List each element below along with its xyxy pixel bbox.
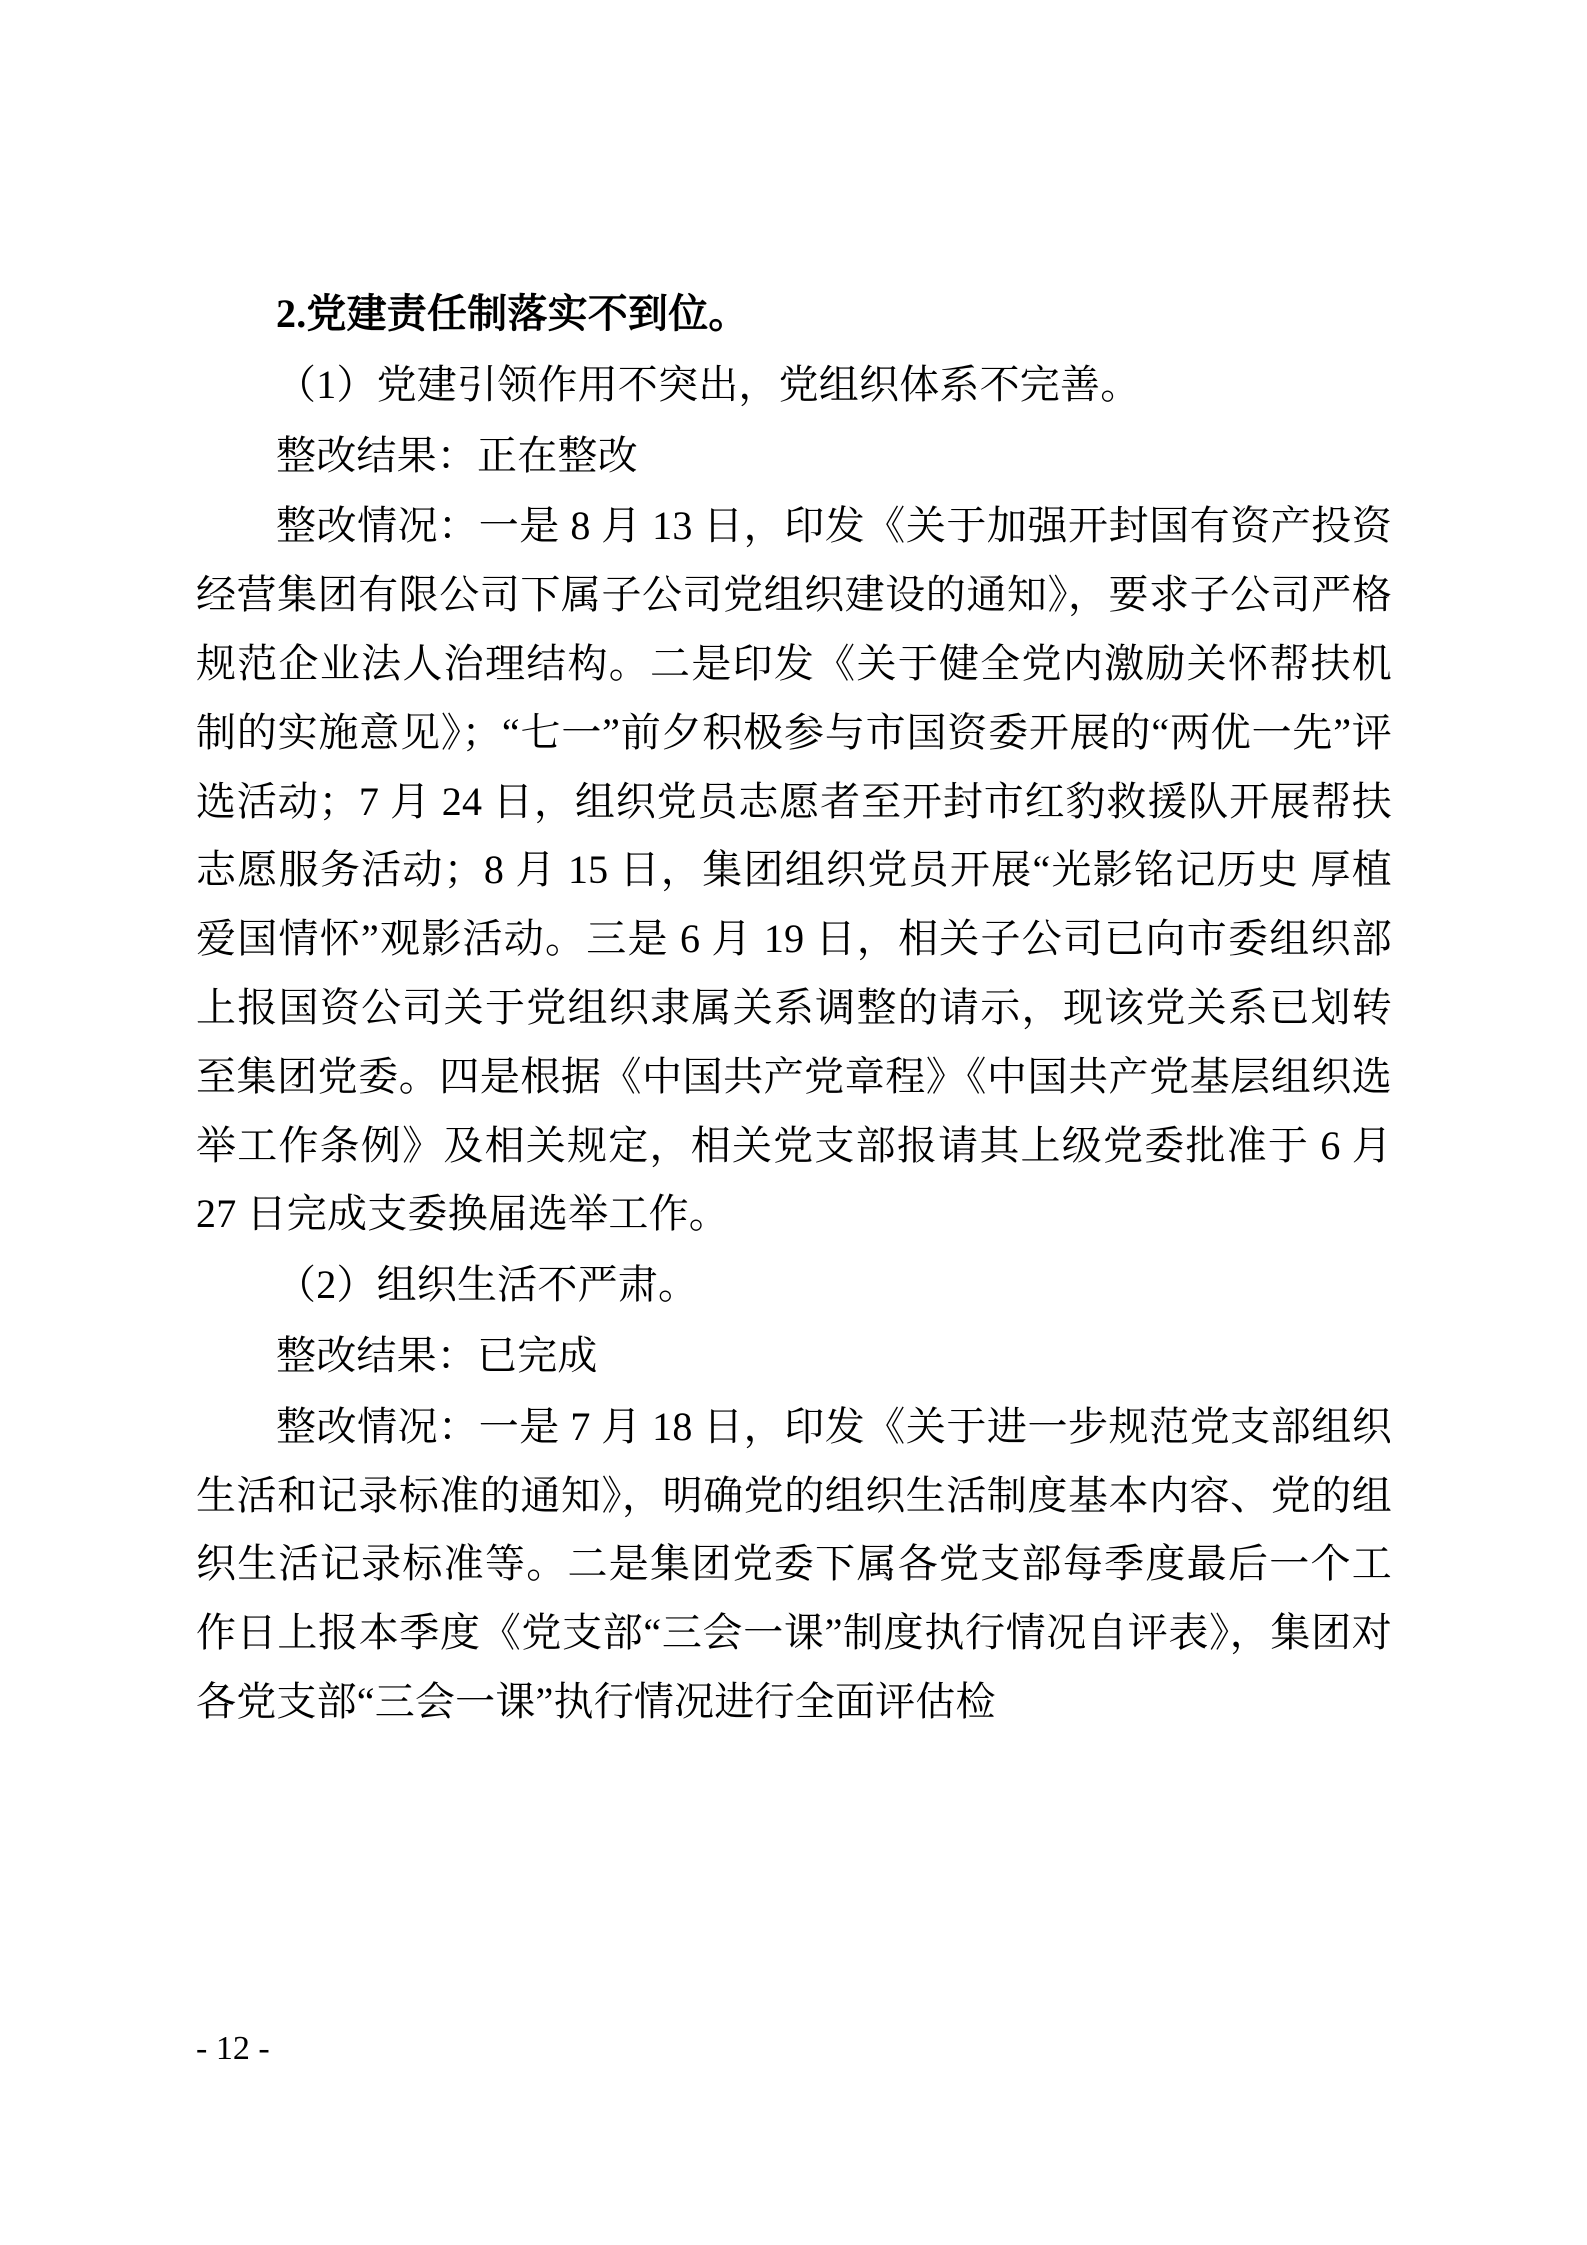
section-heading: 2.党建责任制落实不到位。 bbox=[276, 291, 749, 336]
issue-1-detail: 整改情况：一是 8 月 13 日，印发《关于加强开封国有资产投资经营集团有限公司下属子公司党组织建设的通知》，要求子公司严格规范企业法人治理结构。二是印发《关于健全党内激励关怀帮扶机制的实施意见》；“七一”前夕积极参与市国资委开展的“两优一先”评选活动；7 月 24 日，组织党员志愿者至开封市红豹救援队开展帮扶志愿服务活动；8 月 15 日，集团组织党员开展“光影铭记历史 厚植爱国情怀”观影活动。三是 6 月 19 日，相关子公司已向市委组织部上报国资公司关于党组织隶属关系调整的请示，现该党关系已划转至集团党委。四是根据《中国共产党章程》《中国共产党基层组织选举工作条例》及相关规定，相关党支部报请其上级党委批准于 6 月 27 日完成支委换届选举工作。 bbox=[196, 503, 1392, 1237]
document-body bbox=[196, 280, 1392, 1739]
page-number: - 12 - bbox=[196, 2030, 270, 2067]
issue-2-result: 整改结果：已完成 bbox=[276, 1332, 598, 1378]
issue-2-title: （2）组织生活不严肃。 bbox=[276, 1262, 699, 1308]
issue-1-result: 整改结果：正在整改 bbox=[276, 432, 638, 478]
issue-2-detail: 整改情况：一是 7 月 18 日，印发《关于进一步规范党支部组织生活和记录标准的通知》，明确党的组织生活制度基本内容、党的组织生活记录标准等。二是集团党委下属各党支部每季度最后一个工作日上报本季度《党支部“三会一课”制度执行情况自评表》，集团对各党支部“三会一课”执行情况进行全面评估检 bbox=[196, 1403, 1392, 1724]
issue-1-title: （1）党建引领作用不突出，党组织体系不完善。 bbox=[276, 361, 1141, 407]
